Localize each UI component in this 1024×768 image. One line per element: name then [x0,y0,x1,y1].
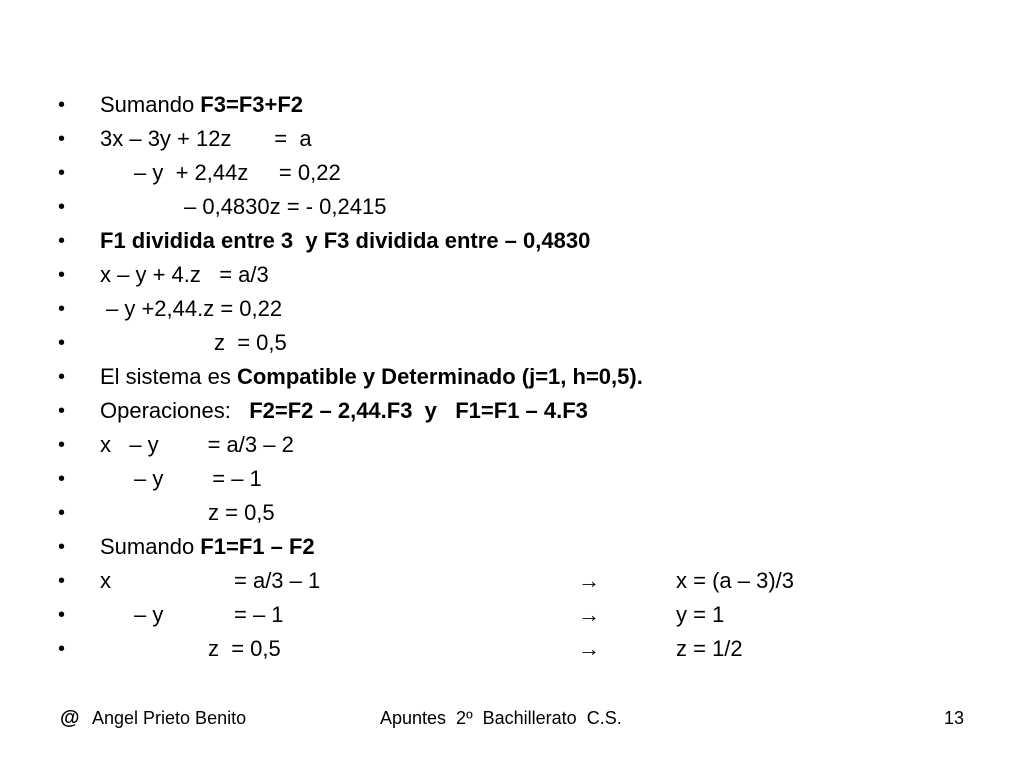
bullet-marker: • [58,298,66,320]
text: Operaciones: [100,398,250,423]
text: Sumando [100,92,201,117]
text: = a/3 – 1 [234,568,321,593]
bullet-line [0,564,1024,598]
bullet-marker: • [58,536,66,558]
bullet-marker: • [58,128,66,150]
line-text [100,530,315,564]
bullet-marker: • [58,366,66,388]
at-icon: @ [60,707,80,729]
bullet-line [0,292,1024,326]
bullet-line [0,326,1024,360]
text: z = 0,5 [208,636,281,661]
text: x – y + 4.z = a/3 [100,262,269,287]
bullet-line [0,258,1024,292]
text: z = 1/2 [676,636,743,661]
bullet-marker: • [58,570,66,592]
arrow-icon: → [578,636,600,661]
bullet-line [0,88,1024,122]
text: Sumando [100,534,201,559]
text: 3x – 3y + 12z = a [100,126,312,151]
bullet-marker: • [58,434,66,456]
footer-course: Apuntes 2º Bachillerato C.S. [380,708,622,728]
bullet-line [0,360,1024,394]
text: x – y = a/3 – 2 [100,432,294,457]
bullet-line [0,428,1024,462]
bullet-marker: • [58,94,66,116]
bullet-line [0,530,1024,564]
bullet-marker: • [58,638,66,660]
text: El sistema es [100,364,237,389]
bullet-line [0,394,1024,428]
bullet-line [0,496,1024,530]
bold-text: Compatible y Determinado (j=1, h=0,5). [236,364,643,389]
footer-page-number: 13 [944,708,965,728]
bold-text: F1 dividida entre 3 y F3 dividida entre – 0,4830 [100,228,591,253]
text: – y = – 1 [134,466,262,491]
arrow-icon: → [578,568,600,593]
bullet-line [0,156,1024,190]
bullet-marker: • [58,196,66,218]
text: x [100,568,111,593]
line-text [100,88,303,122]
bullet-marker: • [58,264,66,286]
bullet-marker: • [58,230,66,252]
text: – y [134,602,164,627]
bullet-marker: • [58,604,66,626]
line-text [100,394,588,428]
text: = – 1 [234,602,284,627]
text: z = 0,5 [208,500,275,525]
arrow-icon: → [578,602,600,627]
text: z = 0,5 [214,330,287,355]
text: x = (a – 3)/3 [676,568,795,593]
line-text [100,360,643,394]
bullet-line [0,122,1024,156]
bullet-line [0,632,1024,666]
text: y = 1 [676,602,725,627]
text: – 0,4830z = - 0,2415 [184,194,387,219]
bullet-marker: • [58,400,66,422]
bullet-line [0,598,1024,632]
footer-author: Angel Prieto Benito [92,708,247,728]
text: – y + 2,44z = 0,22 [134,160,341,185]
bullet-marker: • [58,468,66,490]
bullet-marker: • [58,162,66,184]
bullet-marker: • [58,502,66,524]
bold-text: F1=F1 – F2 [200,534,315,559]
bullet-marker: • [58,332,66,354]
bold-text: F2=F2 – 2,44.F3 y F1=F1 – 4.F3 [249,398,588,423]
bold-text: F3=F3+F2 [200,92,304,117]
bullet-line [0,462,1024,496]
text: – y +2,44.z = 0,22 [106,296,283,321]
bullet-line [0,190,1024,224]
bullet-line [0,224,1024,258]
